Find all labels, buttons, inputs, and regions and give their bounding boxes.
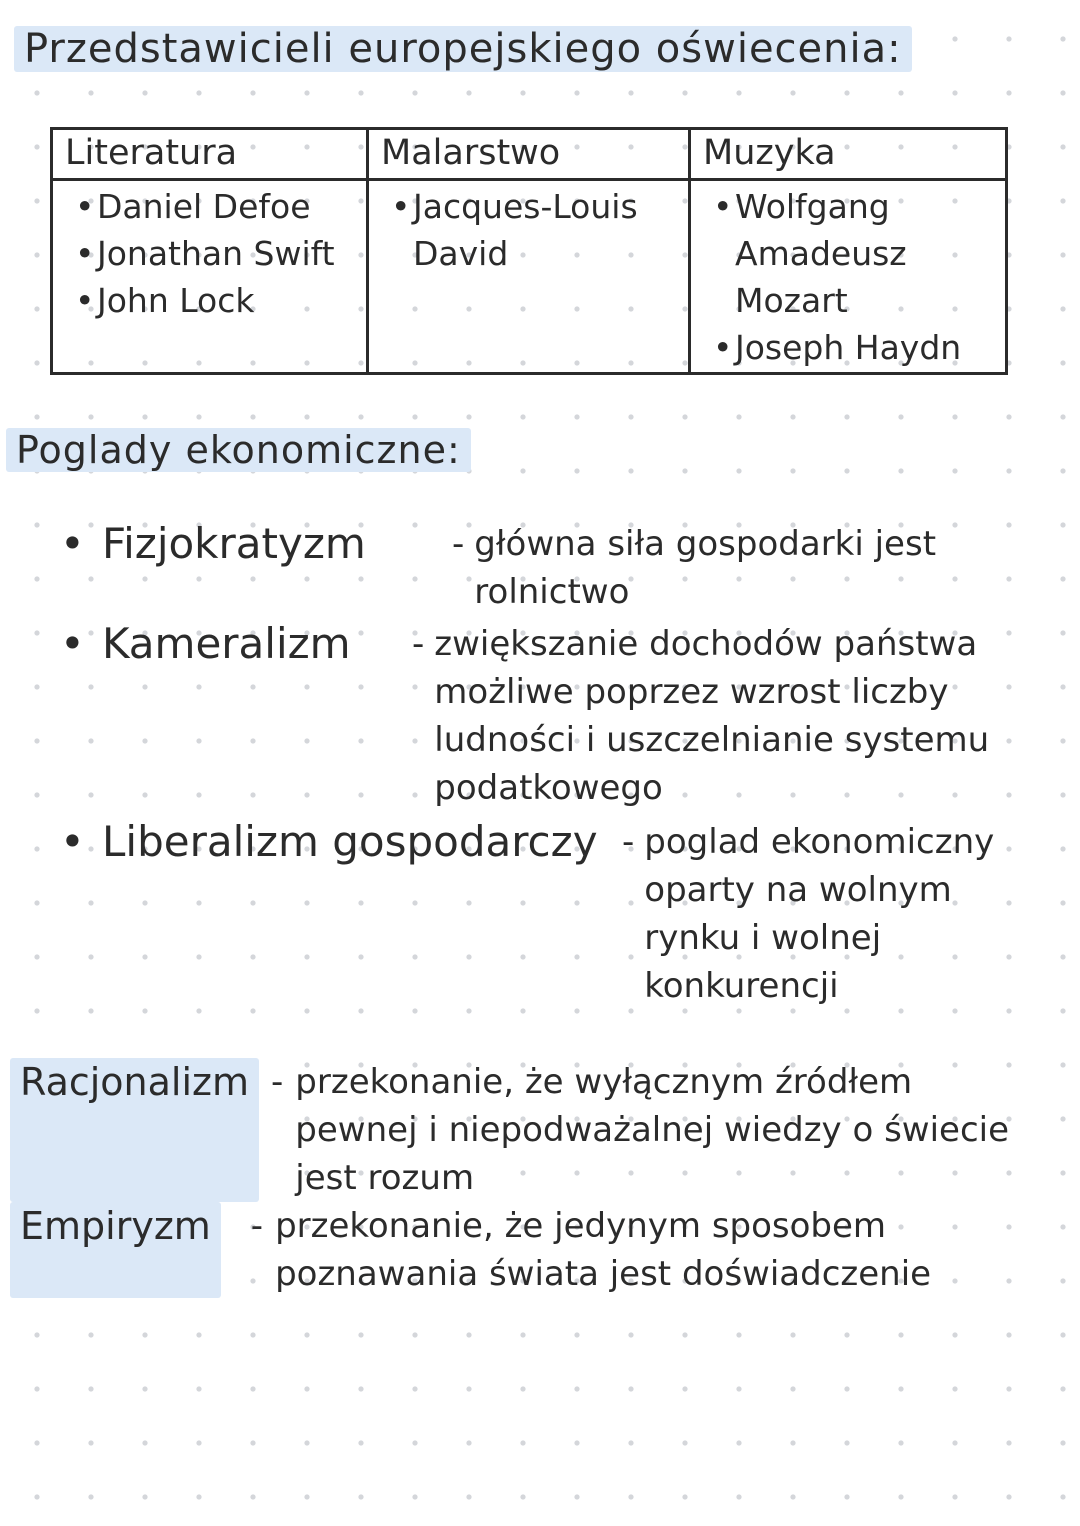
term-empiryzm: Empiryzm: [10, 1202, 221, 1298]
list-item: • Joseph Haydn: [711, 324, 1005, 371]
literatura-list: [53, 183, 366, 324]
dash: -: [271, 1062, 284, 1102]
literatura-cell: [53, 181, 369, 372]
list-item: • Wolfgang Amadeusz Mozart: [711, 183, 1005, 324]
economics-heading: [6, 428, 471, 472]
list-item: [60, 620, 1060, 812]
empiryzm-row: [10, 1202, 995, 1298]
malarstwo-list: [369, 183, 688, 277]
page-title: [14, 26, 912, 72]
table-body-row: [53, 181, 1005, 372]
list-item: • Jonathan Swift: [73, 230, 366, 277]
definition-racjonalizm: przekonanie, że wyłącznym źródłem pewnej i niepodważalnej wiedzy o świecie jest rozum: [295, 1062, 1010, 1198]
definition-liberalizm: poglad ekonomiczny oparty na wolnym rynku i wolnej konkurencji: [644, 822, 995, 1006]
header-literatura: Literatura: [53, 130, 369, 178]
list-item: • Jacques-Louis David: [389, 183, 688, 277]
muzyka-list: [691, 183, 1005, 371]
enlightenment-table: [50, 127, 1008, 375]
page-title-text: Przedstawicieli europejskiego oświecenia:: [14, 26, 912, 72]
racjonalizm-row: [10, 1058, 1035, 1202]
term-liberalizm: • Liberalizm gospodarczy: [60, 818, 612, 1010]
table-header-row: [53, 130, 1005, 181]
term-fizjokratyzm: • Fizjokratyzm: [60, 520, 442, 616]
muzyka-cell: [691, 181, 1005, 372]
dash: -: [622, 822, 635, 862]
dash: -: [412, 624, 425, 664]
header-malarstwo: Malarstwo: [369, 130, 691, 178]
term-kameralizm: • Kameralizm: [60, 620, 402, 812]
dash: -: [452, 524, 465, 564]
malarstwo-cell: [369, 181, 691, 372]
list-item: [60, 818, 1060, 1010]
definition-kameralizm: zwiększanie dochodów państwa możliwe poprzez wzrost liczby ludności i uszczelnianie systemu podatkowego: [434, 624, 990, 808]
definition-fizjokratyzm: główna siła gospodarki jest rolnictwo: [474, 524, 937, 612]
term-racjonalizm: Racjonalizm: [10, 1058, 259, 1202]
list-item: • Daniel Defoe: [73, 183, 366, 230]
definition-empiryzm: przekonanie, że jedynym sposobem poznawania świata jest doświadczenie: [275, 1206, 932, 1294]
economics-list: [60, 520, 1060, 1010]
list-item: [60, 520, 1060, 616]
dash: -: [250, 1206, 264, 1246]
header-muzyka: Muzyka: [703, 133, 836, 173]
economics-heading-text: Poglady ekonomiczne:: [6, 428, 471, 472]
list-item: • John Lock: [73, 277, 366, 324]
